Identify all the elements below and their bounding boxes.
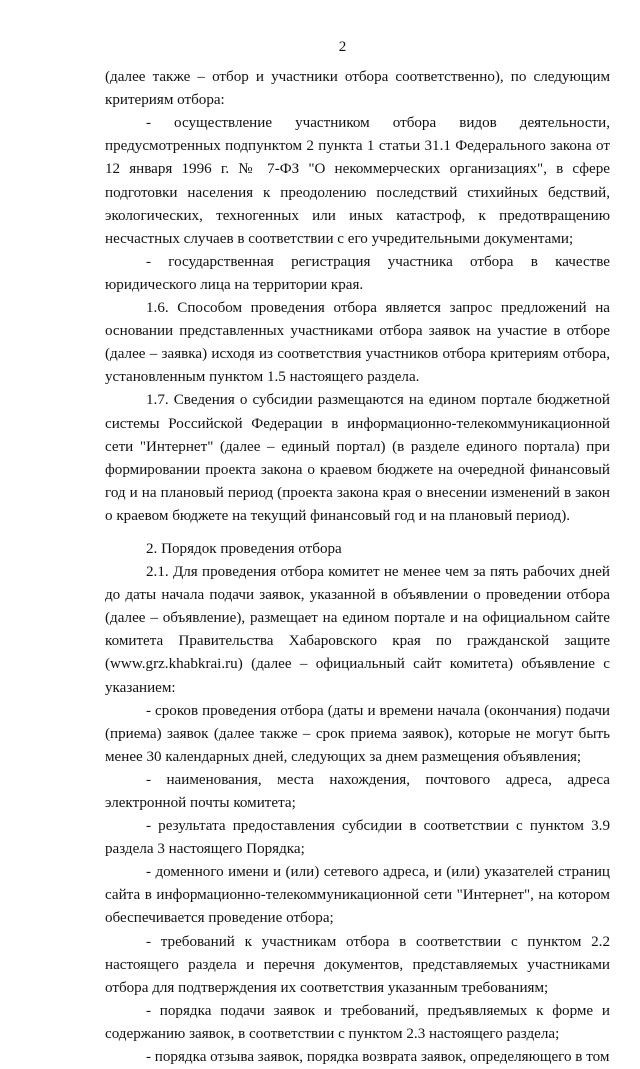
paragraph-1-7: 1.7. Сведения о субсидии размещаются на едином портале бюджетной системы Российской Федерации в информационно-телекоммуникационной сети "Интернет" (далее – единый портал) (в разделе единого портала) при формировании проекта закона о краевом бюджете на очередной финансовый год и на плановый период (проекта закона края о внесении изменений в закон о краевом бюджете на текущий финансовый год и на плановый период). bbox=[105, 392, 610, 524]
list-item-participant-requirements: - требований к участникам отбора в соответствии с пунктом 2.2 настоящего раздела и перечня документов, представляемых участниками отбора для подтверждения их соответствия указанным требованиям; bbox=[105, 933, 610, 996]
list-item-deadlines: - сроков проведения отбора (даты и времени начала (окончания) подачи (приема) заявок (далее также – срок приема заявок), которые не могут быть менее 30 календарных дней, следующих за днем размещения объявления; bbox=[105, 702, 610, 765]
section-heading: 2. Порядок проведения отбора bbox=[146, 540, 342, 557]
paragraph-criterion-registration: - государственная регистрация участника отбора в качестве юридического лица на территории края. bbox=[105, 253, 610, 293]
list-item-withdrawal-procedure: - порядка отзыва заявок, порядка возврата заявок, определяющего в том bbox=[146, 1049, 610, 1066]
page-number: 2 bbox=[338, 39, 347, 55]
paragraph-1-6: 1.6. Способом проведения отбора является запрос предложений на основании представленных участниками отбора заявок на участие в отборе (далее – заявка) исходя из соответствия участников отбора критериям отбора, установленным пунктом 1.5 настоящего раздела. bbox=[105, 300, 610, 386]
paragraph-criterion-activity: - осуществление участником отбора видов деятельности, предусмотренных подпунктом 2 пункта 1 статьи 31.1 Федерального закона от 12 января 1996 г. № 7-ФЗ "О некоммерческих организациях", в сфере подготовки населения к преодолению последствий стихийных бедствий, экологических, техногенных или иных катастроф, к предотвращению несчастных случаев в соответствии с его учредительными документами; bbox=[105, 115, 610, 247]
list-item-subsidy-result: - результата предоставления субсидии в соответствии с пунктом 3.9 раздела 3 настоящего Порядка; bbox=[105, 818, 610, 858]
paragraph-2-1: 2.1. Для проведения отбора комитет не менее чем за пять рабочих дней до даты начала подачи заявок, указанной в объявлении о проведении отбора (далее – объявление), размещает на едином портале и на официальном сайте комитета Правительства Хабаровского края по гражданской защите (www.grz.khabkrai.ru) (далее – официальный сайт комитета) объявление с указанием: bbox=[105, 564, 610, 696]
list-item-committee-contacts: - наименования, места нахождения, почтового адреса, адреса электронной почты комитета; bbox=[105, 771, 610, 811]
list-item-domain-name: - доменного имени и (или) сетевого адреса, и (или) указателей страниц сайта в информационно-телекоммуникационной сети "Интернет", на котором обеспечивается проведение отбора; bbox=[105, 864, 610, 927]
paragraph-criteria-intro: (далее также – отбор и участники отбора соответственно), по следующим критериям отбора: bbox=[105, 69, 610, 109]
list-item-submission-procedure: - порядка подачи заявок и требований, предъявляемых к форме и содержанию заявок, в соответствии с пунктом 2.3 настоящего раздела; bbox=[105, 1002, 610, 1042]
